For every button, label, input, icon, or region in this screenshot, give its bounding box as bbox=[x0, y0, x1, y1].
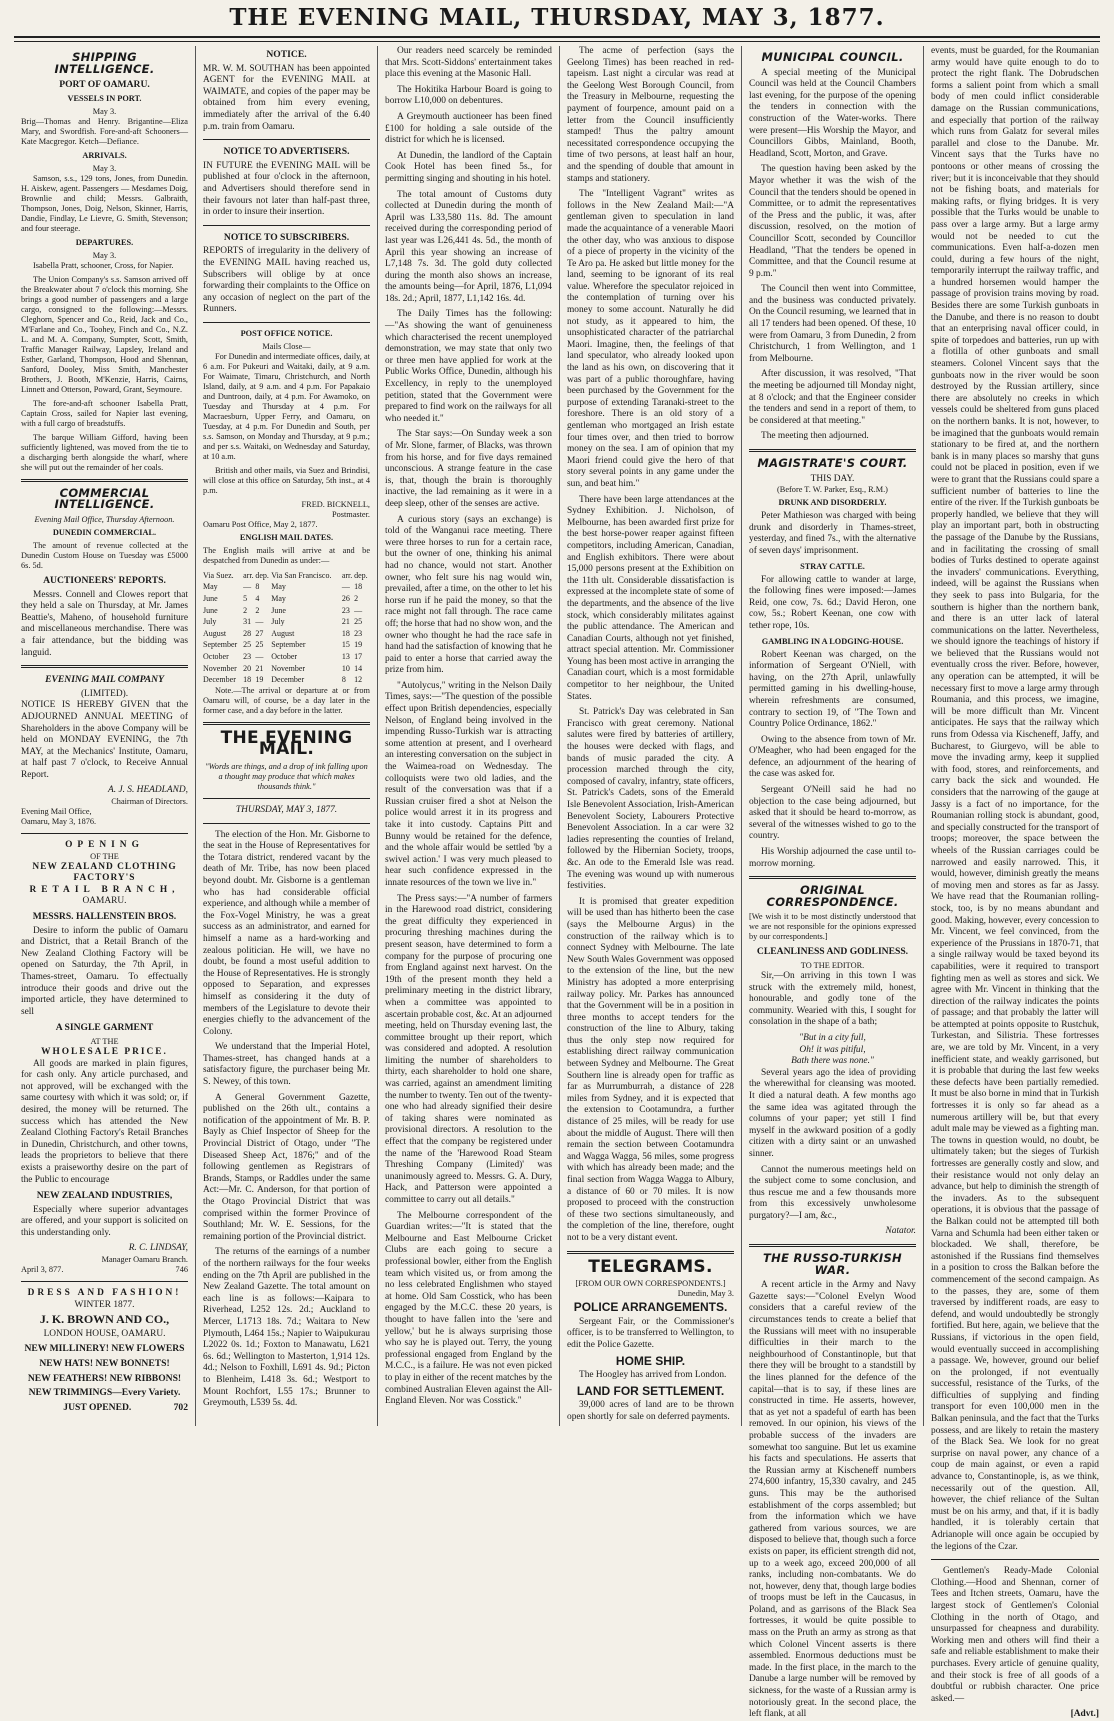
retail-branch-heading: RETAIL BRANCH, bbox=[29, 884, 180, 895]
gambling-text: Sergeant O'Neill said he had no objection to the case being adjourned, but asked that it should be heard to-morrow, as several of the witnesses wished to go to the country. bbox=[749, 785, 916, 842]
table-cell: November bbox=[271, 663, 306, 673]
editorial-paragraph: The election of the Hon. Mr. Gisborne to the seat in the House of Representatives for the Totara district, rendered vacant by the death of Mr. Tribe, has now been placed beyond doubt. Mr. Gisborne is a gentleman who has had considerable official experience, and although while a member of the Fox-Vogel Ministry, he was a great success as an administrator, and earned for himself a name as a hard-working and zealous politician. He will, we have no doubt, be found a most useful addition to the House of Representatives. He is strongly opposed to Separation, and expresses himself as considering it the duty of members of the Legislature to devote their energies chiefly to the advancement of the Colony. bbox=[203, 829, 370, 1037]
table-header-row bbox=[203, 570, 370, 582]
column-1 bbox=[14, 46, 196, 1426]
table-cell: October bbox=[271, 652, 298, 662]
news-paragraph: The Melbourne correspondent of the Guardian writes:—"It is stated that the Melbourne and East Melbourne Cricket Clubs are each going to secure a professional bowler, either from the English team which visited us, or from among the no less celebrated Englishmen who stayed at home. Old Sam Cosstick, who has been engaged by the M.C.C. these 20 years, is thought to have fallen into the 'sere and yellow,' but he is always surprising those who say he is played out. Terry, the young professional engaged from England by the M.C.C., is a failure. He was not even picked to play in either of the recent matches by the combined Australian Eleven against the All-England Eleven. Nor was Cosstick." bbox=[385, 1210, 552, 1407]
table-row bbox=[203, 674, 370, 686]
company-notice: NOTICE IS HEREBY GIVEN that the ADJOURNED ANNUAL MEETING of Shareholders in the above Company will be held on MONDAY EVENING, the 7th MAY, at the Mechanics' Institute, Oamaru, at half past 7 o'clock, to Receive Annual Report. bbox=[21, 700, 188, 780]
single-garment: A SINGLE GARMENT bbox=[55, 1022, 154, 1034]
table-cell: 8 bbox=[255, 582, 260, 592]
table-cell: July bbox=[203, 617, 217, 627]
commercial-subheading: DUNEDIN COMMERCIAL. bbox=[52, 527, 157, 537]
of-the-text: OF THE bbox=[90, 851, 119, 861]
gambling-heading: GAMBLING IN A LODGING-HOUSE. bbox=[761, 636, 904, 646]
divider bbox=[21, 1281, 188, 1282]
news-paragraph: A Greymouth auctioneer has been fined £100 for holding a sale outside of the district for which he is licensed. bbox=[385, 111, 552, 146]
table-cell: 15 bbox=[341, 640, 350, 650]
page-columns bbox=[14, 46, 1106, 1720]
divider bbox=[567, 1251, 734, 1254]
dress-heading: DRESS AND FASHION! bbox=[27, 1288, 182, 1299]
gambling-text: His Worship adjourned the case until to-morrow morning. bbox=[749, 847, 916, 869]
divider bbox=[203, 823, 370, 824]
table-cell: 23 bbox=[341, 605, 350, 615]
table-header: arr. bbox=[341, 570, 353, 580]
table-row bbox=[203, 663, 370, 675]
english-mail-rows bbox=[203, 581, 370, 685]
english-mail-sub: The English mails will arrive at and be despatched from Dunedin as under:— bbox=[203, 545, 370, 565]
company-date: Oamaru, May 3, 1876. bbox=[21, 817, 97, 827]
correspondence-note: [We wish it to be most distinctly understood that we are not responsible for the opinions expressed by our correspondents.] bbox=[749, 912, 916, 942]
telegram-text: 39,000 acres of land are to be thrown open shortly for sale on deferred payments. bbox=[567, 1400, 734, 1422]
paper-motto: "Words are things, and a drop of ink falling upon a thought may produce that which makes thousands think." bbox=[205, 762, 368, 791]
divider bbox=[203, 225, 370, 226]
company-subheading: (LIMITED). bbox=[80, 688, 129, 699]
table-cell: 13 bbox=[341, 652, 350, 662]
notice-text: MR. W. M. SOUTHAN has been appointed AGENT for the EVENING MAIL at WAIMATE, and copies of the paper may be obtained from him every evening, immediately after the arrival of the 6.40 p.m. train from Oamaru. bbox=[203, 63, 370, 132]
news-paragraph: "Autolycus," writing in the Nelson Daily Times, says:—"The question of the possible effect upon British dependencies, especially Nelson, of England being involved in the impending Russo-Turkish war is attracting some attention at present, and I overheard an interesting conversation on the subject in the Waimea-road on Wednesday. The colloquists were two old ladies, and the result of the conversation was that if a Russian cruiser fired a shot at Nelson the police would arrest it in its progress and take it into custody. Captains Pitt and Bunny would be retained for the defence, and the whole affair would be settled 'by a swivel action.' I was very much pleased to hear such confidence expressed in the innate resources of the town we live in." bbox=[385, 680, 552, 888]
table-row bbox=[203, 593, 370, 605]
paper-title: THE EVENING MAIL. bbox=[220, 727, 353, 760]
table-cell: 25 bbox=[354, 617, 363, 627]
table-cell: 2 bbox=[354, 594, 359, 604]
industries-text: Especially where superior advantages are offered, and your support is solicited on this understanding only. bbox=[21, 1204, 188, 1238]
table-cell: 14 bbox=[354, 663, 363, 673]
table-cell: 4 bbox=[255, 594, 260, 604]
table-row bbox=[203, 651, 370, 663]
editorial-paragraph: We understand that the Imperial Hotel, Thames-street, has changed hands at a satisfactory figure, the purchaser being Mr. S. Newey, of this town. bbox=[203, 1042, 370, 1088]
clothing-advert: Gentlemen's Ready-Made Colonial Clothing.—Hood and Shennan, corner of Tees and Itchen streets, Oamaru, have the largest stock of Gentlemen's Colonial Clothing in the north of Otago, and unsurpassed for cheapness and durability. Working men and others will find their a safe and reliable establishment to make their purchases. Every article of genuine quality, and their stock is free of all goods of a doubtful or rubbish character. One price asked.— bbox=[931, 1566, 1099, 1704]
lindsay-date-line bbox=[21, 1265, 188, 1275]
table-cell: — bbox=[354, 605, 363, 615]
council-paragraph: A special meeting of the Municipal Council was held at the Council Chambers last evening, for the purpose of the opening the tenders in connection with the construction of the Water-works. There were present—His Worship the Mayor, and Councillors Gibbs, Mainland, Booth, Headland, Scott, Morton, and Grave. bbox=[749, 67, 916, 159]
table-cell: August bbox=[271, 628, 295, 638]
table-cell: — bbox=[255, 652, 264, 662]
subscribers-text: REPORTS of irregularity in the delivery of the EVENING MAIL having reached us, Subscribers will oblige by at once forwarding their complaints to the Office on any occasion of neglect on the part of the Runners. bbox=[203, 246, 370, 315]
divider bbox=[749, 876, 916, 879]
council-paragraph: After discussion, it was resolved, "That the meeting be adjourned till Monday night, at 8 o'clock; and that the Engineer consider the tenders and send in a report of them, to be considered at that meeting." bbox=[749, 369, 916, 426]
table-row bbox=[203, 605, 370, 617]
table-cell: September bbox=[271, 640, 306, 650]
news-paragraph: The Daily Times has the following:—"As showing the want of genuineness which characterised the recent unemployed demonstration, we may state that only two or three men have applied for work at the Public Works Office, Dunedin, although his Excellency, in reply to the unemployed petition, stated that the Government were prepared to find work on the railways for all who needed it." bbox=[385, 309, 552, 424]
mails-close: Mails Close— bbox=[262, 341, 311, 351]
divider bbox=[749, 449, 916, 452]
news-paragraph: A curious story (says an exchange) is told of the Wanganui race meeting. There were three horses to run for a certain race, but the owner of one, thinking his animal had no chance, would not start. Another owner, who felt sure his nag would win, prevailed, after a time, on the other to let his horse run if he paid the money, so that the race might not fall through. The race came off; the horse that had no show won, and the owner who thought he had the race safe in hand had the satisfaction of knowing that he paid to enter a horse that carried away the prize from him. bbox=[385, 514, 552, 676]
post-office-date: Oamaru Post Office, May 2, 1877. bbox=[203, 519, 318, 529]
masthead-title: THE EVENING MAIL, THURSDAY, MAY 3, 1877. bbox=[229, 4, 885, 31]
editorial-paragraph: The returns of the earnings of a number of the northern railways for the four weeks ending on the 7th April are published in the New Zealand Gazette. The total amount on each line is as follows:—Kaipara to Riverhead, L252 12s. 2d.; Auckland to Mercer, L1713 18s. 7d.; Waitara to New Plymouth, L464 15s.; Napier to Waipukurau L2022 0s. 1d.; Foxton to Manawatu, L621 6s. 6d.; Wellington to Masterton, 1,914 12s. 4d.; Nelson to Foxhill, L691 4s. 9d.; Picton to Blenheim, L418 3s. 6d.; Westport to Mount Rochfort, L55 17s.; Brunner to Greymouth, L539 5s. 4d. bbox=[203, 1247, 370, 1409]
nz-clothing-heading: NEW ZEALAND CLOTHING FACTORY'S bbox=[32, 861, 177, 884]
shipping-paragraph: The fore-and-aft schooner Isabella Pratt, Captain Cross, sailed for Napier last evening, with a full cargo of breadstuffs. bbox=[21, 398, 188, 428]
london-house: LONDON HOUSE, OAMARU. bbox=[43, 1328, 166, 1339]
shipping-heading: SHIPPING INTELLIGENCE. bbox=[54, 50, 155, 76]
vessels-text: Brig—Thomas and Henry. Brigantine—Eliza Mary, and Swordfish. Fore-and-aft Schooners—Kate Macgregor. Ketch—Defiance. bbox=[21, 116, 188, 146]
divider bbox=[21, 833, 188, 834]
drunk-heading: DRUNK AND DISORDERLY. bbox=[778, 498, 887, 508]
council-paragraph: The Council then went into Committee, and the business was conducted privately. On the Council resuming, we learned that in all 17 tenders had been opened. Of these, 10 were from Oamaru, 3 from Dunedin, 2 from Christchurch, 1 from Wellington, and 1 from Melbourne. bbox=[749, 284, 916, 364]
table-cell: 18 bbox=[354, 582, 363, 592]
table-cell: 2 bbox=[243, 605, 248, 615]
table-row bbox=[203, 639, 370, 651]
council-heading: MUNICIPAL COUNCIL. bbox=[761, 50, 904, 64]
advert-line: NEW MILLINERY! NEW FLOWERS bbox=[24, 1343, 185, 1355]
table-cell: May bbox=[271, 594, 286, 604]
column-5 bbox=[742, 46, 924, 1720]
post-british: British and other mails, via Suez and Brindisi, will close at this office on Saturday, 5th inst., at 4 p.m. bbox=[203, 465, 370, 495]
table-cell: October bbox=[203, 652, 229, 662]
table-cell: June bbox=[271, 605, 286, 615]
arrivals-date: May 3. bbox=[92, 163, 117, 173]
marked-text: All goods are marked in plain figures, for cash only. Any article purchased, and not approved, will be exchanged with the same courtesy with which it was sold; or, if desired, the money will be returned. The success which has attended the New Zealand Clothing Factory's Retail Branches in Dunedin, Christchurch, and other towns, leads the proprietors to believe that there exists a praiseworthy desire on the part of the Public to encourage bbox=[21, 1058, 188, 1185]
table-header: dep. bbox=[354, 570, 368, 580]
post-heading: POST OFFICE NOTICE. bbox=[240, 328, 333, 338]
winter-text: WINTER 1877. bbox=[74, 1299, 135, 1310]
advert-line: NEW FEATHERS! NEW RIBBONS! bbox=[27, 1372, 182, 1384]
masthead-rule bbox=[14, 36, 1100, 38]
auctioneers-text: Messrs. Connell and Clowes report that they held a sale on Thursday, at Mr. James Beattie's, Maheno, of household furniture and miscellaneous merchandise. There was a fair attendance, but the bidding was languid. bbox=[21, 589, 188, 658]
post-signature: FRED. BICKNELL, bbox=[301, 499, 370, 509]
gambling-text: Owing to the absence from town of Mr. O'Meagher, who had been engaged for the defence, an adjournment of the hearing of the case was asked for. bbox=[749, 734, 916, 780]
auctioneers-heading: AUCTIONEERS' REPORTS. bbox=[43, 574, 166, 586]
news-paragraph: It is promised that greater expedition will be used than has hitherto been the case (says the Melbourne Argus) in the construction of the railway which is to connect Sydney with Melbourne. The late New South Wales Government was opposed to the extension of the line, but the new Ministry has adopted a more enterprising railway policy. Mr. Parkes has announced that the Government will be in a position in three months to accept tenders for the construction of the line to Albury, taking thus the only step now required for establishing direct railway communication between Sydney and Melbourne. The Great Southern line is already open for traffic as far as Murrumburrah, a distance of 228 miles from Sydney, and it is expected that the extension to Cootamundra, a further distance of 25 miles, will be ready for use about the middle of August. There will then remain the section between Cootamundra and Wagga Wagga, 56 miles, some progress with which has already been made; and the final section from Wagga Wagga to Albury, a distance of 60 or 70 miles. It is now proposed to proceed with the construction of these two sections simultaneously, and the completion of the line, therefore, ought not to be a very distant event. bbox=[567, 896, 734, 1243]
table-cell: 25 bbox=[255, 640, 264, 650]
company-signature: A. J. S. HEADLAND, bbox=[108, 785, 188, 796]
table-cell: May bbox=[271, 582, 286, 592]
table-cell: December bbox=[203, 675, 236, 685]
news-paragraph: The total amount of Customs duty collected at Dunedin during the month of April was L33,580 11s. 8d. The amount received during the corresponding period of last year was L26,441 4s. 5d., the month of April this year showing an increase of L7,148 7s. 3d. The gold duty collected during the month also shows an increase, the amounts being—for April, 1876, L1,094 18s. 2d.; April, 1877, L1,142 16s. 4d. bbox=[385, 189, 552, 304]
table-cell: 21 bbox=[341, 617, 350, 627]
news-paragraph: The Press says:—"A number of farmers in the Harewood road district, considering the great difficulty they experienced in procuring threshing machines during the present season, have determined to form a company for the purpose of procuring one from England against next harvest. On the 19th of the present month they held a preliminary meeting in the district library, when a committee was appointed to ascertain probable cost, &c. At an adjourned meeting, held on Thursday evening last, the committee brought up their report, which was considered and adopted. A resolution limiting the number of shareholders to thirty, each shareholder to hold one share, was carried, against an amendment limiting the number to twenty. Ten out of the twenty-one who had already signified their desire of taking shares were nominated as provisional directors. A resolution to the effect that the company be registered under the name of the 'Harewood Road Steam Threshing Company (Limited)' was unanimously agreed to. Messrs. G. A. Dury, Hack, and Patterson were appointed a committee to carry out all details." bbox=[385, 893, 553, 1205]
hallenstein-text: Desire to inform the public of Oamaru and District, that a Retail Branch of the New Zealand Clothing Factory will be opened on Saturday, the 7th April, in Thames-street, Oamaru. To effectually introduce their goods and drive out the imported article, they have determined to sell bbox=[21, 925, 188, 1017]
lindsay-signature: R. C. LINDSAY, bbox=[128, 1243, 188, 1254]
table-cell: 26 bbox=[341, 594, 350, 604]
table-cell: 5 bbox=[243, 594, 248, 604]
table-cell: May bbox=[203, 582, 218, 592]
shipping-paragraph: The Union Company's s.s. Samson arrived off the Breakwater about 7 o'clock this morning. She brings a good number of passengers and a large cargo, consigned to the following:—Messrs. Cleghorn, Spencer and Co., Reid, Jack and Co., M'Farlane and Co., Toohey, Finch and Co., N.Z. L. and M. A. Company, Sumpter, Scott, Smith, Traffic Manager Railway, Lapsley, Ireland and Esther, Garland, Thompson, Hood and Shennan, Sanford, Dooley, Miss Smith, Manchester Brothers, J. Booth, M'Kenzie, Harris, Cairns, Linnett and Otterson, Poward, Grant, Seymoure. bbox=[21, 274, 188, 394]
departures-heading: DEPARTURES. bbox=[75, 237, 134, 247]
table-header: dep. bbox=[255, 570, 269, 580]
table-cell: 18 bbox=[243, 675, 252, 685]
table-cell: 21 bbox=[255, 663, 264, 673]
court-heading: MAGISTRATE'S COURT. bbox=[757, 456, 908, 470]
cleanliness-heading: CLEANLINESS AND GODLINESS. bbox=[756, 946, 909, 958]
table-cell: 27 bbox=[255, 628, 264, 638]
table-cell: 19 bbox=[255, 675, 264, 685]
post-signature-role: Postmaster. bbox=[331, 509, 370, 519]
masthead bbox=[0, 0, 1114, 36]
company-office: Evening Mail Office, bbox=[21, 807, 92, 817]
commercial-heading: COMMERCIAL INTELLIGENCE. bbox=[54, 485, 155, 512]
masthead-rule-thin bbox=[14, 41, 1100, 42]
commercial-text: The amount of revenue collected at the Dunedin Custom House on Tuesday was £5000 6s. 5d. bbox=[21, 540, 188, 570]
table-cell: 18 bbox=[341, 628, 350, 638]
vessels-heading: VESSELS IN PORT. bbox=[67, 93, 142, 103]
lindsay-role: Manager Oamaru Branch. bbox=[101, 1255, 188, 1265]
table-cell: September bbox=[203, 640, 238, 650]
table-cell: 28 bbox=[243, 628, 252, 638]
column-3 bbox=[378, 46, 560, 1426]
telegrams-heading: TELEGRAMS. bbox=[588, 1256, 713, 1277]
hallenstein-heading: MESSRS. HALLENSTEIN BROS. bbox=[32, 911, 177, 923]
advert-line: NEW HATS! NEW BONNETS! bbox=[39, 1358, 170, 1370]
court-day: THIS DAY. bbox=[810, 473, 855, 484]
correspondence-heading: ORIGINAL CORRESPONDENCE. bbox=[766, 883, 899, 909]
table-cell: June bbox=[203, 594, 218, 604]
jk-brown-heading: J. K. BROWN AND CO., bbox=[39, 1312, 170, 1327]
lindsay-date: April 3, 877. bbox=[21, 1265, 64, 1275]
divider bbox=[203, 322, 370, 323]
table-cell: — bbox=[341, 582, 350, 592]
council-paragraph: The meeting then adjourned. bbox=[761, 431, 869, 442]
news-paragraph: Our readers need scarcely be reminded that Mrs. Scott-Siddons' entertainment takes place this evening at the Masonic Hall. bbox=[385, 46, 552, 80]
divider bbox=[21, 665, 188, 668]
port-heading: PORT OF OAMARU. bbox=[59, 79, 150, 91]
telegram-text: The Hoogley has arrived from London. bbox=[579, 1370, 727, 1381]
opening-heading: OPENING bbox=[65, 840, 144, 851]
nz-industries: NEW ZEALAND INDUSTRIES, bbox=[36, 1190, 173, 1202]
departures-text: Isabella Pratt, schooner, Cross, for Napier. bbox=[33, 260, 174, 270]
poem-line: "But in a city full, bbox=[799, 1032, 866, 1043]
just-opened-number: 702 bbox=[173, 1401, 188, 1413]
table-cell: 17 bbox=[354, 652, 363, 662]
table-cell: 2 bbox=[255, 605, 260, 615]
telegram-heading: POLICE ARRANGEMENTS. bbox=[573, 1300, 728, 1315]
table-cell: December bbox=[271, 675, 305, 685]
table-cell: 31 bbox=[243, 617, 252, 627]
table-header: Via Suez. bbox=[203, 570, 234, 580]
advertisers-text: IN FUTURE the EVENING MAIL will be published at four o'clock in the afternoon, and Advertisers should therefore send in their favours not later than half-past three, in order to insure their insertion. bbox=[203, 160, 370, 218]
english-mail-table bbox=[203, 570, 370, 686]
vessels-date: May 3. bbox=[92, 106, 117, 116]
notice-heading: NOTICE. bbox=[266, 49, 307, 60]
letter-paragraph: Sir,—On arriving in this town I was struck with the extremely mild, honest, honourable, and godly tone of the community. Wearied with this, I sought for consolation in the shape of a bath; bbox=[749, 971, 916, 1028]
poem-line: Bath there was none." bbox=[791, 1056, 874, 1067]
lindsay-number: 746 bbox=[175, 1265, 188, 1275]
departures-date: May 3. bbox=[92, 250, 117, 260]
table-cell: 20 bbox=[243, 663, 252, 673]
divider bbox=[203, 798, 370, 799]
table-cell: — bbox=[243, 582, 252, 592]
table-cell: 25 bbox=[243, 640, 252, 650]
advert-tag: [Advt.] bbox=[1070, 1709, 1099, 1720]
letter-signature: Natator. bbox=[885, 1226, 916, 1237]
news-paragraph: The "Intelligent Vagrant" writes as follows in the New Zealand Mail:—"A gentleman given to speculation in land made the acquaintance of a venerable Maori the other day, who was anxious to dispose of a piece of property in the vicinity of the Te Aro pa. He asked but little money for the land, seeming to be ignorant of its real value. Wherefore the speculator rejoiced in the contemplation of turning over his money to some account. Naturally he did not study, as it appeared to him, the unsophisticated character of the patriarchal Maori. Imagine, then, the feelings of that land speculator, who already looked upon the land as his own, on discovering that it was part of a public thoroughfare, having been purchased by the Government for the purpose of extending Taranaki-street to the foreshore. There is an old story of a gentleman who mortgaged an Irish estate four times over, and then tried to borrow money on the sea. I am of opinion that my Maori friend could give the hero of that story several points in any game under the sun, and beat him." bbox=[567, 189, 734, 489]
table-row bbox=[203, 616, 370, 628]
oamaru-text: OAMARU. bbox=[82, 896, 127, 907]
divider bbox=[203, 722, 370, 725]
news-paragraph: St. Patrick's Day was celebrated in San Francisco with great ceremony. National salutes were fired by batteries of artillery, the houses were decked with flags, and bands of music paraded the city. A procession marched through the city, composed of cavalry, infantry, state officers, St. Patrick's Cadets, sons of the Emerald Isle Benevolent Association, Irish-American Benevolent Society, Labourers Protective Benevolent Association. In a car were 32 ladies representing the counties of Ireland, followed by the Hibernian Society, troops, &c. An ode to the Emerald Isle was read. The evening was wound up with numerous festivities. bbox=[567, 707, 734, 892]
column-2 bbox=[196, 46, 378, 1426]
war-paragraph: A recent article in the Army and Navy Gazette says:—"Colonel Evelyn Wood considers that a careful review of the circumstances tends to create a belief that the Russians will meet with no insuperable difficulties in their march to the neighbourhood of Constantinople, but that there they will be brought to a standstill by the lines planned for the defence of the capital—that is to say, if these lines are constructed in time. He asserts, however, that as yet not a spadeful of earth has been removed. In our opinion, his views of the probable success of the invaders are somewhat too sanguine. But let us examine his facts and speculations. He asserts that the Russian army at Kischeneff numbers 274,600 infantry, 15,330 cavalry, and 245 guns. This may be the authorised establishment of the corps assembled; but from the information which we have gathered from various sources, we are disposed to believe that, though such a force exists on paper, its efficient strength did not, up to a week ago, exceed 200,000 of all ranks, including non-combatants. We do not, however, deny that, though large bodies of troops must be left in the Caucasus, in Poland, and as garrisons of the Black Sea fortresses, it would be quite possible to mass on the Pruth an army as strong as that which Colonel Vincent asserts is there assembled. Enormous deductions must be made. In the first place, in the march to the Danube a large number will be removed by sickness, for the waste of a Russian army is notoriously great. In the second place, the left flank, at all bbox=[749, 1280, 916, 1720]
table-row bbox=[203, 581, 370, 593]
arrivals-text: Samson, s.s., 129 tons, Jones, from Dunedin. H. Aiskew, agent. Passengers — Mesdames Doig, Brownlie and child; Messrs. Galbraith, Thompson, Jones, Doig, Nelson, Skinner, Harris, Dandie, Findlay, Le Lievre, G. Smith, Stevenson; and four steerage. bbox=[21, 173, 188, 233]
table-cell: June bbox=[203, 605, 218, 615]
news-paragraph: There have been large attendances at the Sydney Exhibition. J. Nicholson, of Melbourne, has been awarded first prize for the best horse-power reaper against fifteen competitors, including American, Canadian, and English exhibitors. There were about 15,000 persons present at the Exhibition on the 11th ult. Considerable dissatisfaction is expressed at the incomplete state of some of the departments, and the absence of the live stock, which considerably militates against the public attendance. The American and Canadian Courts, although not yet finished, attract special attention. Mr. Commissioner Young has been most active in arranging the Canadian court, which is a most formidable competitor to her neighbour, the United States. bbox=[567, 494, 734, 702]
table-cell: 23 bbox=[243, 652, 252, 662]
table-cell: August bbox=[203, 628, 227, 638]
divider bbox=[203, 139, 370, 140]
letter-paragraph: Several years ago the idea of providing the wherewithal for cleansing was mooted. It died a natural death. A few months ago the same idea was agitated through the columns of your paper; yet still I find myself in the awkward position of a godly citizen with a dirty saint or an unwashed sinner. bbox=[749, 1067, 916, 1159]
subscribers-heading: NOTICE TO SUBSCRIBERS. bbox=[223, 231, 350, 243]
advertisers-heading: NOTICE TO ADVERTISERS. bbox=[223, 146, 350, 158]
table-cell: 23 bbox=[354, 628, 363, 638]
table-cell: 19 bbox=[354, 640, 363, 650]
divider bbox=[749, 1244, 916, 1247]
just-opened-line bbox=[21, 1402, 188, 1414]
gambling-text: Robert Keenan was charged, on the information of Sergeant O'Niell, with having, on the 27th April, unlawfully permitted gaming in his dwelling-house, wherein refreshments are consumed, contrary to section 19, of "The Town and Country Police Ordinance, 1862." bbox=[749, 649, 916, 730]
table-cell: November bbox=[203, 663, 237, 673]
russo-turkish-heading: THE RUSSO-TURKISH WAR. bbox=[763, 1251, 902, 1277]
editorial-paragraph: A General Government Gazette, published on the 26th ult., contains a notification of the appointment of Mr. B. P. Bayly as Chief Inspector of Sheep for the Provincial District of Otago, under "The Diseased Sheep Act, 1876;" and of the following gentlemen as Registrars of Brands, Stamps, or Raddles under the same Act:—Mr. C. Anderson, for that portion of the Otago Provincial District that was comprised within the former Province of Southland; Mr. W. E. Sessions, for the remaining portion of the Provincial district. bbox=[203, 1092, 370, 1242]
arrivals-heading: ARRIVALS. bbox=[82, 150, 127, 160]
stray-heading: STRAY CATTLE. bbox=[800, 561, 865, 571]
news-paragraph: The Hokitika Harbour Board is going to borrow L10,000 on debentures. bbox=[385, 84, 552, 107]
company-signature-role: Chairman of Directors. bbox=[111, 797, 188, 807]
table-header: arr. bbox=[243, 570, 254, 580]
telegram-dateline: Dunedin, May 3. bbox=[677, 1289, 734, 1299]
table-header: Via San Francisco. bbox=[271, 570, 332, 580]
column-6 bbox=[924, 46, 1106, 1720]
war-paragraph: events, must be guarded, for the Roumanian army would have quite enough to do to protect the right flank. The Dobrudschen forms a salient point from which a small body of men could inflict considerable damage on the Russian communications, and especially that portion of the railway which runs from Galatz for several miles parallel and close to the Danube. Mr. Vincent says that the Turks have no pontoons or other means of crossing the river; but it is inconceivable that they should not be fishing boats, and materials for making rafts, or flying bridges. It is very possible that the Turks would be unable to pass over a large army. But a large army would not be needed to cut the communications. Even half-a-dozen men could, during a few hours of the night, temporarily interrupt the railway traffic, and a hundred horsemen would hamper the passage of provision trains moving by road. Besides there are some Turkish gunboats in the Danube, and there is no reason to doubt that an enterprising naval officer could, in spite of torpedoes and batteries, run up with a flotilla of other gunboats and small steamers. Colonel Vincent says that the gunboats now in the river would be soon destroyed by the Russian artillery, since there are absolutely no creeks in which vessels could be sheltered from guns placed on the northern banks. It is not, however, to be imagined that the gunboats would remain stationary to be fired at, and the northern bank is in many places so marshy that guns could not be placed in position, even if we were to grant that the Russians could spare a sufficient number of batteries to line the entire of the river. If the Turkish gunboats be properly handled, we believe that they will play an important part, both in obstructing the passage of the Danube by the Russians, and in facilitating the crossing of small bodies of Turks destined to operate against the invaders' communications. Everything, indeed, will be against the Russians when they seek to pass into Bulgaria, for the southern is higher than the northern bank, and there is an utter lack of lateral communications on the latter. Nevertheless, we should ignore the teachings of history if we believed that the Russians would not eventually cross the river. Before, however, any operation can be attempted, it will be necessary first to move a large army through Roumania, and this process, we imagine, will be more difficult than Mr. Vincent anticipates. He says that the railway which runs from Odessa via Kischeneff, Jaffy, and Bucharest, to Giurgevo, will be able to move the invading army, keep it supplied with food, stores, and reinforcements, and carry back the sick and wounded. He considers that the narrowing of the gauge at Jassy is a fact of no importance, for the Roumanian rolling stock is abundant, good, and specially constructed for the transport of troops; moreover, the space between the wheels of the Russian carriages could be narrowed and easily narrowed. This, it would, however, diminish greatly the means of moving men and stores as far as Jassy. We have read that the Roumanian rolling-stock, too, is by no means abundant and good. Making, however, every concession to Mr. Vincent, we feel convinced, from the experience of the Prussians in 1870-71, that a single railway would be taxed beyond its capabilities, were it required to transport fighting men as well as stores and sick. We agree with Mr. Vincent in thinking that the direction of the railway indicates the points of passage; and that probably the latter will be attempted at points opposite to Rustchuk, Turkestan, and Silistria. These fortresses are, we are told by Mr. Vincent, in a very inefficient state, and weakly garrisoned, but it is probable that during the last few weeks these defects have been partially remedied. It must be also borne in mind that in Turkish fortresses it is only so far ahead as a numerous artillery will be, but that every adult male may be viewed as a fighting man. The towns in question would, no doubt, be ultimately taken; but the sieges of Turkish fortresses are generally costly and slow, and their resistance would not only delay an advance, but help to diminish the strength of the invaders. As to the subsequent operations, it is obvious that the passage of the Balkan could not be attempted till both Varna and Schumla had been either taken or blockaded. We shall, therefore, be astonished if the Russians find themselves in a position to cross the Balkan before the commencement of the second campaign. As to the passes, they are, some of them traversed by indifferent roads, are easy to defend, and would undoubtedly be strongly fortified. But here, again, we believe that the Russians, if victorious in the open field, would eventually succeed in accomplishing a passage. We, however, ground our belief on the prolonged, if not eventually successful, resistance of the Turks, of the difficulties of supplying and finding transport for even 100,000 men in the Balkan peninsula, and the fact that the Turks possess, and are likely to retain the mastery of the Black Sea. We look for no great surprise on naval power, any chance of a coup de main against, or even a rapid advance to, Constantinople, is, as we think, necessarily out of the question. All, however, the chief reliance of the Sultan must be on his army, and that, if it is badly handled, it is tolerably certain that Adrianople will once again be occupied by the legions of the Czar. bbox=[931, 46, 1099, 1552]
table-cell: — bbox=[255, 617, 264, 627]
to-editor: TO THE EDITOR. bbox=[800, 961, 865, 970]
stray-text: For allowing cattle to wander at large, the following fines were imposed:—James Reid, one cow, 7s. 6d.; David Heron, one cow, 5s.; Robert Keenan, one cow with tether rope, 10s. bbox=[749, 574, 916, 631]
telegram-heading: LAND FOR SETTLEMENT. bbox=[576, 1383, 725, 1398]
news-paragraph: At Dunedin, the landlord of the Captain Cook Hotel has been fined 5s., for permitting singing and shouting in his hotel. bbox=[385, 150, 552, 184]
telegram-heading: HOME SHIP. bbox=[615, 1353, 686, 1368]
drunk-text: Peter Mathieson was charged with being drunk and disorderly in Thames-street, yesterday, and fined 7s., with the alternative of seven days' imprisonment. bbox=[749, 511, 916, 556]
paper-date-line: THURSDAY, MAY 3, 1877. bbox=[235, 805, 338, 815]
commercial-office: Evening Mail Office, Thursday Afternoon. bbox=[34, 514, 175, 524]
news-paragraph: The acme of perfection (says the Geelong Times) has been reached in red-tapeism. Last night a circular was read at the Geelong West Borough Council, from the Treasury in Melbourne, requesting the payment of fourpence, amount paid on a letter from the Council insufficiently stamped! Thus the paltry amount necessitated correspondence occupying the time of two persons, at least half an hour, and the spending of double that amount in stamps and stationery. bbox=[567, 46, 734, 184]
divider bbox=[21, 479, 188, 482]
news-paragraph: The Star says:—On Sunday week a son of Mr. Slone, farmer, of Blacks, was thrown from his horse, and for five days remained unconscious. A strange feature in the case is, that, though the brain is thoroughly inactive, the lad remaining as it were in a deep sleep, other of the senses are active. bbox=[385, 429, 552, 509]
wholesale-price: WHOLESALE PRICE. bbox=[41, 1046, 168, 1057]
poem-line: Oh! it was pitiful, bbox=[799, 1044, 866, 1055]
letter-paragraph: Cannot the numerous meetings held on the subject come to some conclusion, and thus rescue me and a few thousands more from this excessively unwholesome purgatory?—I am, &c., bbox=[749, 1164, 916, 1221]
table-cell: July bbox=[271, 617, 285, 627]
divider bbox=[931, 1559, 1099, 1560]
telegrams-sub: [FROM OUR OWN CORRESPONDENTS.] bbox=[575, 1279, 726, 1289]
english-mail-note: Note.—The arrival or departure at or from Oamaru will, of course, be a day later in the former case, and a day before in the latter. bbox=[203, 685, 370, 715]
english-mail-heading: ENGLISH MAIL DATES. bbox=[239, 532, 334, 542]
council-paragraph: The question having been asked by the Mayor whether it was the wish of the Council that the tenders should be opened in Committee, or to admit the representatives of the Press and the public, it was, after discussion, resolved, on the motion of Councillor Scott, seconded by Councillor Headland, "That the tenders be opened in Committee, and that the Council resume at 9 p.m." bbox=[749, 164, 916, 279]
table-cell: 12 bbox=[354, 675, 363, 685]
court-before: (Before T. W. Parker, Esq., R.M.) bbox=[777, 485, 888, 495]
company-heading: EVENING MAIL COMPANY bbox=[45, 674, 164, 686]
just-opened: JUST OPENED. bbox=[63, 1401, 132, 1413]
advert-line: NEW TRIMMINGS—Every Variety. bbox=[28, 1387, 181, 1399]
table-cell: 8 bbox=[341, 675, 346, 685]
table-row bbox=[203, 628, 370, 640]
post-text: For Dunedin and intermediate offices, daily, at 6 a.m. For Pukeuri and Waitaki, daily, at 9 a.m. For Waimate, Timaru, Christchurch, and North Island, daily, at 9 a.m. and 4 p.m. For Papakaio and Duntroon, daily, at 4 p.m. For Awamoko, on Tuesday and Thursday at 4 p.m. For Macraesburn, Upper Ferry, and Oamaru, on Tuesday, at 4 p.m. For Dunedin and South, per s.s. Samson, on Monday and Thursday, at 9 p.m.; and per s.s. Waitaki, on Wednesday and Saturday, at 10 a.m. bbox=[203, 351, 370, 461]
at-the-text: AT THE bbox=[90, 1036, 119, 1046]
column-4 bbox=[560, 46, 742, 1426]
telegram-text: Sergeant Fair, or the Commissioner's officer, is to be transferred to Wellington, to edit the Police Gazette. bbox=[567, 1316, 734, 1350]
shipping-paragraph: The barque William Gifford, having been sufficiently lightened, was moved from the tie to a discharging berth alongside the wharf, where she will put out the remainder of her coals. bbox=[21, 432, 188, 472]
table-cell: 10 bbox=[341, 663, 350, 673]
